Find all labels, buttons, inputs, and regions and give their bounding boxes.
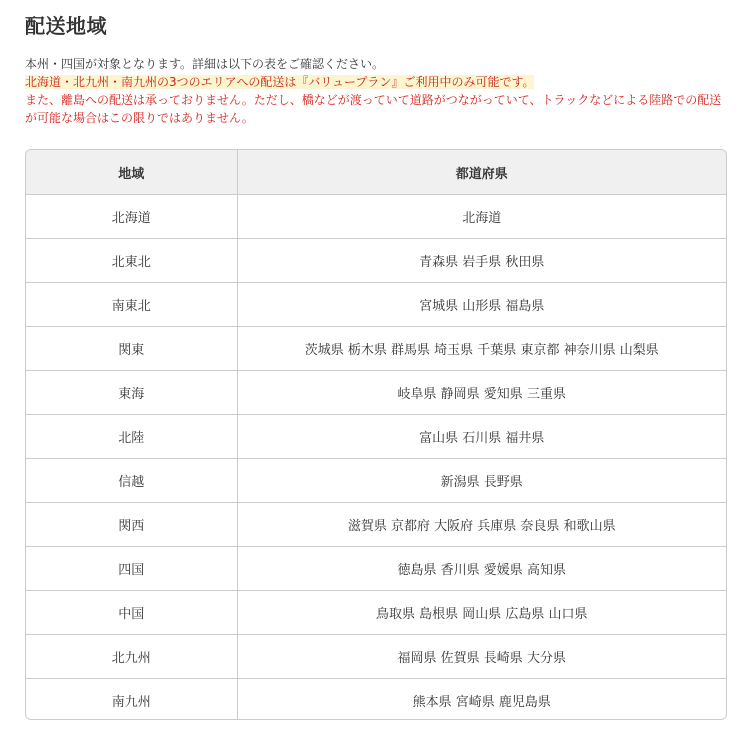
- table-row: [26, 327, 726, 371]
- region-cell: 北東北: [26, 239, 237, 283]
- region-cell: 北海道: [26, 195, 237, 239]
- region-cell: 関東: [26, 327, 237, 371]
- prefectures-cell: 滋賀県 京都府 大阪府 兵庫県 奈良県 和歌山県: [237, 503, 726, 547]
- region-cell: 東海: [26, 371, 237, 415]
- table-row: [26, 503, 726, 547]
- prefectures-cell: 新潟県 長野県: [237, 459, 726, 503]
- prefectures-cell: 鳥取県 島根県 岡山県 広島県 山口県: [237, 591, 726, 635]
- table-row: [26, 591, 726, 635]
- prefectures-cell: 北海道: [462, 211, 502, 226]
- table-row: [26, 239, 726, 283]
- notes: [25, 55, 745, 127]
- region-cell: 北陸: [26, 415, 237, 459]
- region-table-grid: [26, 150, 726, 720]
- region-cell: 中国: [26, 591, 237, 635]
- region-cell: 南九州: [26, 679, 237, 721]
- region-cell: 信越: [26, 459, 237, 503]
- region-table: [25, 149, 727, 720]
- prefectures-cell: 福岡県 佐賀県 長崎県 大分県: [237, 635, 726, 679]
- prefectures-cell: 徳島県 香川県 愛媛県 高知県: [237, 547, 726, 591]
- note-coverage: 本州・四国が対象となります。詳細は以下の表をご確認ください。: [25, 57, 385, 71]
- region-cell: 四国: [26, 547, 237, 591]
- note-value-plan-text: 北海道・北九州・南九州の3つのエリアへの配送は『バリュープラン』ご利用中のみ可能です。: [25, 75, 535, 89]
- prefectures-cell: 茨城県 栃木県 群馬県 埼玉県 千葉県 東京都 神奈川県 山梨県: [237, 327, 726, 371]
- header-prefectures: 都道府県: [237, 150, 726, 195]
- table-row: [26, 371, 726, 415]
- prefectures-cell: 熊本県 宮崎県 鹿児島県: [237, 679, 726, 721]
- table-header-row: [26, 150, 726, 195]
- prefectures-cell: 宮城県 山形県 福島県: [237, 283, 726, 327]
- region-cell: 関西: [26, 503, 237, 547]
- region-cell: 北九州: [26, 635, 237, 679]
- table-row: [26, 459, 726, 503]
- table-row: [26, 195, 726, 239]
- table-row: [26, 415, 726, 459]
- region-cell: 南東北: [26, 283, 237, 327]
- table-row: [26, 547, 726, 591]
- note-value-plan: [25, 73, 745, 91]
- note-islands-line2: が可能な場合はこの限りではありません。: [25, 111, 254, 125]
- prefectures-cell: 富山県 石川県 福井県: [237, 415, 726, 459]
- prefectures-cell: 岐阜県 静岡県 愛知県 三重県: [237, 371, 726, 415]
- table-row: [26, 679, 726, 721]
- header-region: 地域: [26, 150, 237, 195]
- table-row: [26, 283, 726, 327]
- page-title: 配送地域: [25, 14, 107, 38]
- note-islands-line1: また、離島への配送は承っておりません。ただし、橋などが渡っていて道路がつながっていて、トラックなどによる陸路での配送: [25, 93, 722, 107]
- table-row: [26, 635, 726, 679]
- prefectures-cell: 青森県 岩手県 秋田県: [237, 239, 726, 283]
